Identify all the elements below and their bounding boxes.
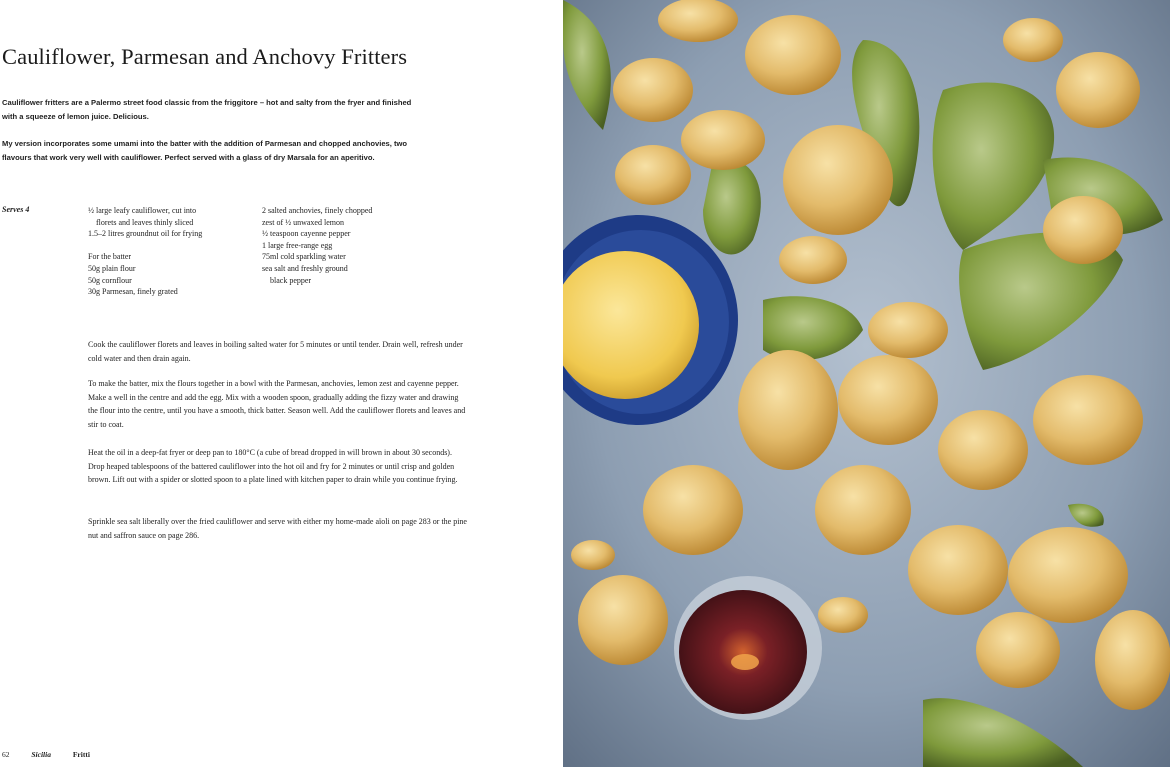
ingredient-subheading: For the batter bbox=[88, 252, 132, 262]
marsala-glass bbox=[674, 576, 822, 720]
method-step: Heat the oil in a deep-fat fryer or deep pan to 180°C (a cube of bread dropped in will brown in about 30 seconds). Drop heaped tablespoons of the battered cauliflower into the hot oil and fry for 2 minutes or until crisp and golden brown. Lift out with a spider or slotted spoon to a plate lined with kitchen paper to drain while you continue frying. bbox=[88, 448, 458, 484]
ingredient-line: 50g plain flour bbox=[88, 263, 136, 273]
fritters-photo-illustration bbox=[563, 0, 1170, 767]
serves-label: Serves 4 bbox=[2, 205, 30, 214]
ingredient-line: 50g cornflour bbox=[88, 275, 132, 285]
method-step: Sprinkle sea salt liberally over the fried cauliflower and serve with either my home-made aïoli on page 283 or the pine nut and saffron sauce on page 286. bbox=[88, 517, 467, 540]
intro-paragraph: Cauliflower fritters are a Palermo street food classic from the friggitore – hot and salty from the fryer and finished with a squeeze of lemon juice. Delicious. bbox=[2, 98, 412, 121]
ingredient-line: 1 large free-range egg bbox=[262, 240, 333, 250]
ingredients-column-2 bbox=[262, 205, 422, 286]
method-step: Cook the cauliflower florets and leaves in boiling salted water for 5 minutes or until tender. Drain well, refresh under cold water and then drain again. bbox=[88, 340, 463, 363]
ingredient-line: sea salt and freshly ground bbox=[262, 263, 348, 273]
ingredient-line: 2 salted anchovies, finely chopped bbox=[262, 206, 373, 215]
page-number: 62 bbox=[2, 750, 10, 759]
intro-paragraph: My version incorporates some umami into the batter with the addition of Parmesan and chopped anchovies, two flavours that work very well with cauliflower. Perfect served with a glass of dry Marsala for an aperitivo. bbox=[2, 139, 408, 162]
page-footer bbox=[2, 750, 110, 759]
food-photo bbox=[563, 0, 1170, 767]
method-step: To make the batter, mix the flours together in a bowl with the Parmesan, anchovies, lemon zest and cayenne pepper. Make a well in the centre and add the egg. Mix with a wooden spoon, gradually adding the fizzy water and drawing the flour into the centre, until you have a smooth, thick batter. Season well. Add the cauliflower florets and leaves and stir to coat. bbox=[88, 379, 466, 429]
chapter-name: Fritti bbox=[72, 750, 90, 759]
section-name: Sicilia bbox=[31, 750, 51, 759]
ingredient-line: florets and leaves thinly sliced bbox=[96, 217, 194, 227]
ingredient-line: 30g Parmesan, finely grated bbox=[88, 287, 178, 297]
ingredient-line: black pepper bbox=[270, 275, 312, 285]
ingredient-line: ½ teaspoon cayenne pepper bbox=[262, 229, 351, 239]
recipe-page bbox=[0, 0, 563, 767]
ingredients-column-1 bbox=[88, 205, 256, 298]
ingredient-line: 75ml cold sparkling water bbox=[262, 252, 346, 262]
ingredient-spacer bbox=[88, 240, 256, 252]
ingredient-line: 1.5–2 litres groundnut oil for frying bbox=[88, 229, 203, 239]
ingredient-line: ½ large leafy cauliflower, cut into bbox=[88, 206, 197, 215]
ingredient-line: zest of ½ unwaxed lemon bbox=[262, 217, 344, 227]
recipe-title: Cauliflower, Parmesan and Anchovy Fritters bbox=[2, 44, 408, 69]
